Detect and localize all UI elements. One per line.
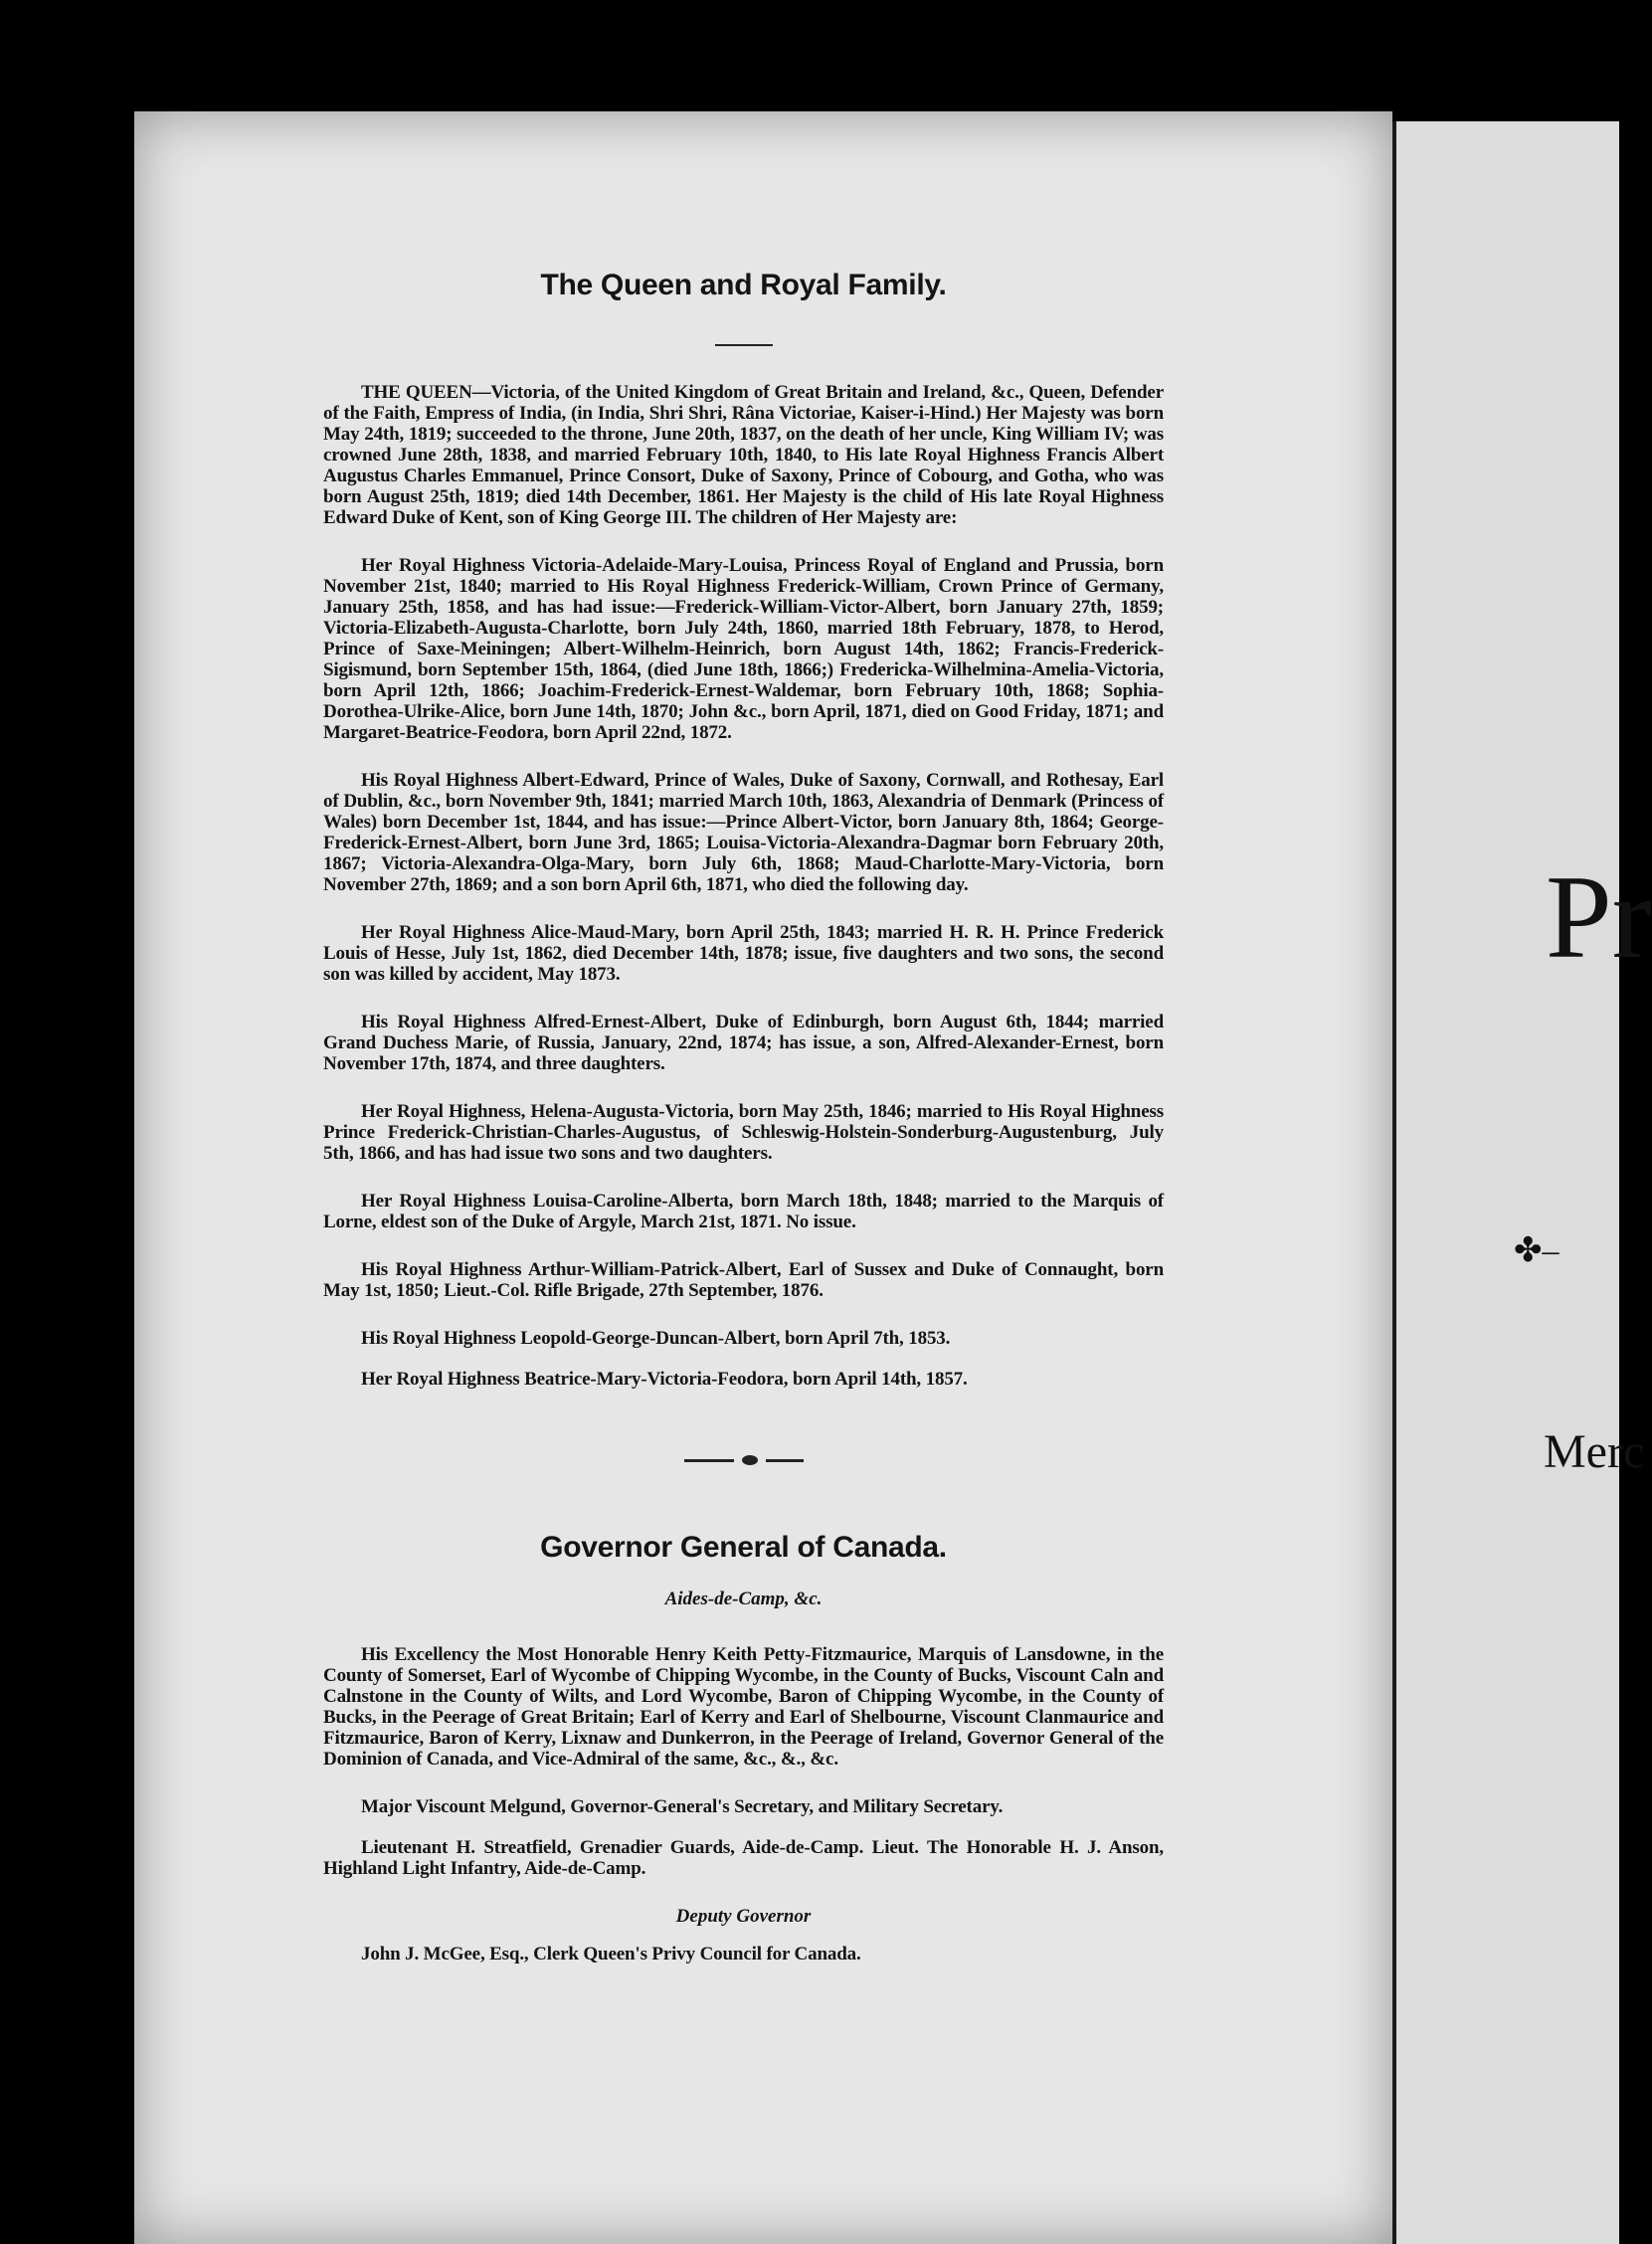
section-divider	[323, 1455, 1164, 1465]
title-rule	[715, 344, 773, 346]
divider-line-left	[684, 1459, 734, 1462]
facing-page-edge	[1392, 121, 1652, 2244]
louisa-paragraph: Her Royal Highness Louisa-Caroline-Alberta, born March 18th, 1848; married to the Marquis of Lorne, eldest son of the Duke of Argyle, March 21st, 1871. No issue.	[323, 1191, 1164, 1232]
facing-page-text-fragment: Merc	[1544, 1425, 1645, 1478]
princess-royal-paragraph: Her Royal Highness Victoria-Adelaide-Mary-Louisa, Princess Royal of England and Prussia, born November 21st, 1840; married to His Royal Highness Frederick-William, Crown Prince of Germany, January 25th, 1858, and has had issue:—Frederick-William-Victor-Albert, born January 27th, 1859; Victoria-Elizabeth-Augusta-Charlotte, born July 24th, 1860, married 18th February, 1878, to Herod, Prince of Saxe-Meiningen; Albert-Wilhelm-Heinrich, born August 14th, 1862; Francis-Frederick-Sigismund, born September 15th, 1864, (died June 18th, 1866;) Fredericka-Wilhelmina-Amelia-Victoria, born April 12th, 1866; Joachim-Frederick-Ernest-Waldemar, born February 10th, 1868; Sophia-Dorothea-Ulrike-Alice, born June 14th, 1870; John &c., born April, 1871, died on Good Friday, 1871; and Margaret-Beatrice-Feodora, born April 22nd, 1872.	[323, 555, 1164, 743]
leopold-line: His Royal Highness Leopold-George-Duncan-Albert, born April 7th, 1853.	[361, 1328, 951, 1349]
alice-paragraph: Her Royal Highness Alice-Maud-Mary, born April 25th, 1843; married H. R. H. Prince Frederick Louis of Hesse, July 1st, 1862, died December 14th, 1878; issue, five daughters and two sons, the second son was killed by accident, May 1873.	[323, 922, 1164, 985]
aides-paragraph: Lieutenant H. Streatfield, Grenadier Guards, Aide-de-Camp. Lieut. The Honorable H. J. Anson, Highland Light Infantry, Aide-de-Camp.	[323, 1837, 1164, 1879]
facing-page-ornament: ✤–	[1514, 1232, 1560, 1269]
page-content	[323, 269, 1164, 1984]
deputy-governor-line: John J. McGee, Esq., Clerk Queen's Privy Council for Canada.	[361, 1944, 861, 1964]
facing-page-heading-fragment: Pr	[1546, 850, 1652, 983]
arthur-paragraph: His Royal Highness Arthur-William-Patrick-Albert, Earl of Sussex and Duke of Connaught, born May 1st, 1850; Lieut.-Col. Rifle Brigade, 27th September, 1876.	[323, 1259, 1164, 1301]
divider-center-ornament	[742, 1455, 758, 1465]
governor-general-title: Governor General of Canada.	[540, 1531, 947, 1564]
helena-paragraph: Her Royal Highness, Helena-Augusta-Victoria, born May 25th, 1846; married to His Royal Highness Prince Frederick-Christian-Charles-Augustus, of Schleswig-Holstein-Sonderburg-Augustenburg, July 5th, 1866, and has had issue two sons and two daughters.	[323, 1101, 1164, 1164]
queen-paragraph: THE QUEEN—Victoria, of the United Kingdom of Great Britain and Ireland, &c., Queen, Defender of the Faith, Empress of India, (in India, Shri Shri, Râna Victoriae, Kaiser-i-Hind.) Her Majesty was born May 24th, 1819; succeeded to the throne, June 20th, 1837, on the death of her uncle, King William IV; was crowned June 28th, 1838, and married February 10th, 1840, to His late Royal Highness Francis Albert Augustus Charles Emmanuel, Prince Consort, Duke of Saxony, Prince of Cobourg, and Gotha, who was born August 25th, 1819; died 14th December, 1861. Her Majesty is the child of His late Royal Highness Edward Duke of Kent, son of King George III. The children of Her Majesty are:	[323, 382, 1164, 528]
beatrice-line: Her Royal Highness Beatrice-Mary-Victoria-Feodora, born April 14th, 1857.	[361, 1369, 968, 1390]
royal-family-title: The Queen and Royal Family.	[540, 269, 947, 301]
aides-de-camp-subtitle: Aides-de-Camp, &c.	[664, 1589, 823, 1609]
governor-paragraph: His Excellency the Most Honorable Henry Keith Petty-Fitzmaurice, Marquis of Lansdowne, in the County of Somerset, Earl of Wycombe of Chipping Wycombe, in the County of Bucks, Viscount Caln and Calnstone in the County of Wilts, and Lord Wycombe, Baron of Chipping Wycombe, in the County of Bucks, in the Peerage of Great Britain; Earl of Kerry and Earl of Shelbourne, Viscount Clanmaurice and Fitzmaurice, Baron of Kerry, Lixnaw and Dunkerron, in the Peerage of Ireland, Governor General of the Dominion of Canada, and Vice-Admiral of the same, &c., &., &c.	[323, 1644, 1164, 1770]
deputy-governor-heading: Deputy Governor	[675, 1906, 812, 1927]
duke-of-edinburgh-paragraph: His Royal Highness Alfred-Ernest-Albert, Duke of Edinburgh, born August 6th, 1844; married Grand Duchess Marie, of Russia, January, 22nd, 1874; has issue, a son, Alfred-Alexander-Ernest, born November 17th, 1874, and three daughters.	[323, 1012, 1164, 1074]
divider-line-right	[766, 1459, 804, 1462]
secretary-line: Major Viscount Melgund, Governor-General's Secretary, and Military Secretary.	[361, 1796, 1004, 1817]
prince-of-wales-paragraph: His Royal Highness Albert-Edward, Prince of Wales, Duke of Saxony, Cornwall, and Rothesay, Earl of Dublin, &c., born November 9th, 1841; married March 10th, 1863, Alexandria of Denmark (Princess of Wales) born December 1st, 1844, and has issue:—Prince Albert-Victor, born January 8th, 1864; George-Frederick-Ernest-Albert, born June 3rd, 1865; Louisa-Victoria-Alexandra-Dagmar born February 20th, 1867; Victoria-Alexandra-Olga-Mary, born July 6th, 1868; Maud-Charlotte-Mary-Victoria, born November 27th, 1869; and a son born April 6th, 1871, who died the following day.	[323, 770, 1164, 895]
